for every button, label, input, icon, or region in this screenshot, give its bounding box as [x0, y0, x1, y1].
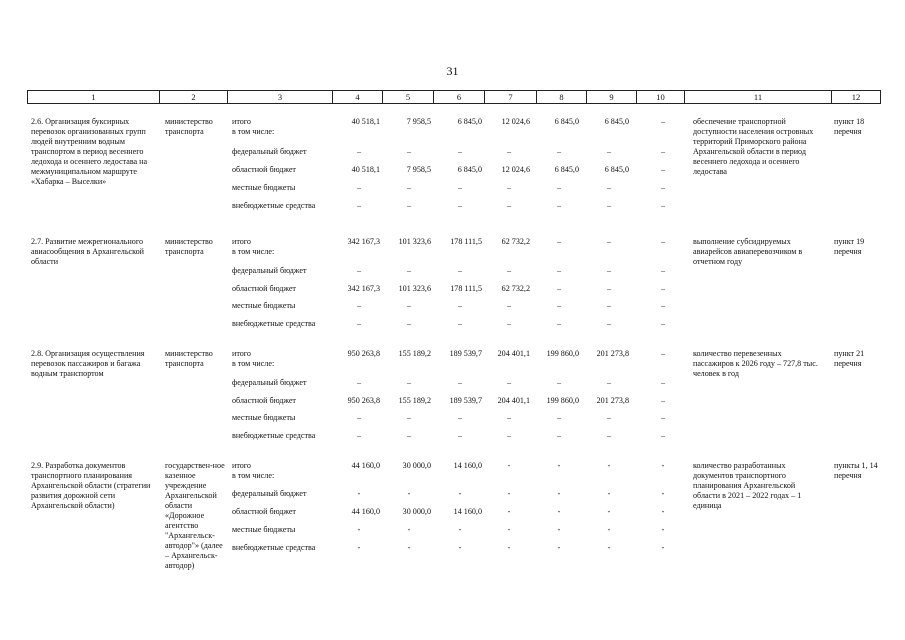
value-cell: – [606, 319, 612, 328]
value-cell: - [607, 543, 611, 552]
row-label-extrabudget: внебюджетные средства [232, 431, 316, 440]
value-cell: - [357, 525, 361, 534]
value-cell: - [607, 507, 611, 516]
value-cell: 342 167,3 [347, 284, 380, 293]
value-cell: - [607, 461, 611, 470]
col-header-10: 10 [637, 91, 685, 104]
value-cell: – [660, 117, 666, 126]
row-label-federal: федеральный бюджет [232, 378, 307, 387]
value-cell: - [557, 507, 561, 516]
value-cell: 44 160,0 [351, 507, 380, 516]
value-cell: – [506, 266, 512, 275]
value-cell: 155 189,2 [398, 349, 431, 358]
expected-result: количество разработанных документов транспортного планирования Архангельской области в 2021 – 2022 годах – 1 единица [693, 461, 802, 510]
value-cell: – [406, 266, 412, 275]
row-label-extrabudget: внебюджетные средства [232, 201, 316, 210]
value-cell: – [660, 147, 666, 156]
value-cell: – [356, 147, 362, 156]
value-cell: - [557, 489, 561, 498]
col-header-8: 8 [537, 91, 587, 104]
col-header-5: 5 [383, 91, 434, 104]
row-label-including: в том числе: [232, 247, 275, 256]
value-cell: – [556, 183, 562, 192]
value-cell: – [457, 413, 463, 422]
value-cell: - [661, 525, 665, 534]
row-label-extrabudget: внебюджетные средства [232, 543, 316, 552]
value-cell: 6 845,0 [604, 117, 629, 126]
row-label-regional: областной бюджет [232, 396, 296, 405]
value-cell: – [606, 431, 612, 440]
value-cell: - [557, 461, 561, 470]
value-cell: - [661, 489, 665, 498]
value-cell: – [556, 378, 562, 387]
value-cell: - [557, 543, 561, 552]
value-cell: – [457, 266, 463, 275]
value-cell: – [556, 319, 562, 328]
value-cell: – [457, 378, 463, 387]
value-cell: - [507, 525, 511, 534]
col-header-12: 12 [832, 91, 881, 104]
col-header-4: 4 [333, 91, 383, 104]
value-cell: – [356, 301, 362, 310]
value-cell: – [556, 284, 562, 293]
value-cell: - [507, 543, 511, 552]
value-cell: – [356, 319, 362, 328]
value-cell: – [606, 301, 612, 310]
col-header-9: 9 [587, 91, 637, 104]
value-cell: – [556, 266, 562, 275]
row-label-total: итого [232, 461, 251, 470]
value-cell: - [607, 525, 611, 534]
activity-name: 2.6. Организация буксирных перевозок организованных групп людей внутренним водным транспортом в период весеннего ледохода и осеннего ледостава на межмуниципальном маршруте «Хабарка – Выселки» [31, 117, 148, 186]
value-cell: - [661, 461, 665, 470]
value-cell: 155 189,2 [398, 396, 431, 405]
value-cell: 14 160,0 [453, 507, 482, 516]
value-cell: – [506, 201, 512, 210]
value-cell: – [660, 237, 666, 246]
list-reference: пункт 18 перечня [834, 117, 865, 136]
value-cell: – [606, 266, 612, 275]
value-cell: – [660, 284, 666, 293]
value-cell: – [356, 413, 362, 422]
value-cell: – [606, 378, 612, 387]
value-cell: – [660, 413, 666, 422]
row-label-total: итого [232, 349, 251, 358]
value-cell: – [406, 301, 412, 310]
value-cell: – [406, 147, 412, 156]
value-cell: - [407, 525, 411, 534]
value-cell: 7 958,5 [406, 165, 431, 174]
value-cell: - [458, 525, 462, 534]
value-cell: – [406, 378, 412, 387]
col-header-11: 11 [685, 91, 832, 104]
value-cell: 199 860,0 [546, 349, 579, 358]
row-label-local: местные бюджеты [232, 525, 296, 534]
value-cell: – [406, 431, 412, 440]
value-cell: 6 845,0 [604, 165, 629, 174]
column-header-row [27, 90, 881, 104]
row-label-local: местные бюджеты [232, 301, 296, 310]
value-cell: 12 024,6 [501, 165, 530, 174]
value-cell: – [356, 201, 362, 210]
expected-result: обеспечение транспортной доступности населения островных территорий Приморского района Архангельской области в период весеннего ледохода и осеннего ледостава [693, 117, 814, 176]
value-cell: 30 000,0 [402, 461, 431, 470]
value-cell: – [506, 183, 512, 192]
list-reference: пункт 19 перечня [834, 237, 865, 256]
activity-name: 2.8. Организация осуществления перевозок пассажиров и багажа водным транспортом [31, 349, 145, 378]
value-cell: – [356, 266, 362, 275]
value-cell: 950 263,8 [347, 349, 380, 358]
value-cell: - [507, 489, 511, 498]
value-cell: – [506, 301, 512, 310]
row-label-local: местные бюджеты [232, 413, 296, 422]
value-cell: – [356, 183, 362, 192]
value-cell: 101 323,6 [398, 284, 431, 293]
responsible-executor: министерство транспорта [165, 237, 213, 256]
value-cell: - [357, 489, 361, 498]
value-cell: – [606, 201, 612, 210]
value-cell: - [407, 489, 411, 498]
row-label-regional: областной бюджет [232, 507, 296, 516]
value-cell: – [356, 378, 362, 387]
row-label-including: в том числе: [232, 471, 275, 480]
value-cell: – [506, 413, 512, 422]
value-cell: – [506, 378, 512, 387]
value-cell: - [458, 543, 462, 552]
row-label-extrabudget: внебюджетные средства [232, 319, 316, 328]
col-header-6: 6 [434, 91, 485, 104]
value-cell: – [606, 284, 612, 293]
value-cell: 101 323,6 [398, 237, 431, 246]
value-cell: 204 401,1 [497, 396, 530, 405]
value-cell: – [660, 396, 666, 405]
activity-name: 2.7. Развитие межрегионального авиасообщения в Архангельской области [31, 237, 145, 266]
value-cell: – [457, 301, 463, 310]
value-cell: – [506, 319, 512, 328]
value-cell: – [556, 147, 562, 156]
value-cell: – [506, 431, 512, 440]
col-header-7: 7 [485, 91, 537, 104]
value-cell: 342 167,3 [347, 237, 380, 246]
row-label-federal: федеральный бюджет [232, 147, 307, 156]
value-cell: - [661, 543, 665, 552]
expected-result: выполнение субсидируемых авиарейсов авиаперевозчиком в отчетном году [693, 237, 803, 266]
col-header-2: 2 [160, 91, 228, 104]
value-cell: – [660, 301, 666, 310]
value-cell: – [406, 201, 412, 210]
row-label-regional: областной бюджет [232, 165, 296, 174]
value-cell: - [357, 543, 361, 552]
row-label-total: итого [232, 117, 251, 126]
value-cell: 6 845,0 [457, 165, 482, 174]
value-cell: 189 539,7 [449, 396, 482, 405]
value-cell: – [660, 431, 666, 440]
value-cell: – [606, 413, 612, 422]
value-cell: – [556, 301, 562, 310]
value-cell: – [606, 237, 612, 246]
value-cell: – [606, 183, 612, 192]
row-label-local: местные бюджеты [232, 183, 296, 192]
value-cell: – [457, 183, 463, 192]
row-label-regional: областной бюджет [232, 284, 296, 293]
activity-name: 2.9. Разработка документов транспортного планирования Архангельской области (стратегии развития дорожной сети Архангельской области) [31, 461, 151, 510]
value-cell: - [507, 507, 511, 516]
value-cell: – [660, 201, 666, 210]
value-cell: 201 273,8 [596, 349, 629, 358]
value-cell: 178 111,5 [450, 237, 482, 246]
value-cell: – [660, 378, 666, 387]
value-cell: – [506, 147, 512, 156]
row-label-federal: федеральный бюджет [232, 489, 307, 498]
value-cell: 12 024,6 [501, 117, 530, 126]
value-cell: 204 401,1 [497, 349, 530, 358]
value-cell: 6 845,0 [554, 117, 579, 126]
value-cell: – [556, 201, 562, 210]
value-cell: – [556, 413, 562, 422]
value-cell: 6 845,0 [554, 165, 579, 174]
value-cell: 950 263,8 [347, 396, 380, 405]
value-cell: 189 539,7 [449, 349, 482, 358]
row-label-federal: федеральный бюджет [232, 266, 307, 275]
page-number: 31 [446, 64, 459, 78]
value-cell: - [458, 489, 462, 498]
value-cell: 201 273,8 [596, 396, 629, 405]
value-cell: - [507, 461, 511, 470]
value-cell: 6 845,0 [457, 117, 482, 126]
value-cell: 7 958,5 [406, 117, 431, 126]
row-label-including: в том числе: [232, 127, 275, 136]
value-cell: 199 860,0 [546, 396, 579, 405]
value-cell: 178 111,5 [450, 284, 482, 293]
value-cell: – [406, 413, 412, 422]
value-cell: 62 732,2 [501, 237, 530, 246]
value-cell: – [660, 266, 666, 275]
expected-result: количество перевезенных пассажиров к 2026 году – 727,8 тыс. человек в год [693, 349, 818, 378]
row-label-including: в том числе: [232, 359, 275, 368]
value-cell: 44 160,0 [351, 461, 380, 470]
value-cell: 40 518,1 [351, 165, 380, 174]
col-header-3: 3 [228, 91, 333, 104]
value-cell: – [606, 147, 612, 156]
value-cell: – [457, 431, 463, 440]
value-cell: - [557, 525, 561, 534]
value-cell: 40 518,1 [351, 117, 380, 126]
value-cell: - [607, 489, 611, 498]
list-reference: пункты 1, 14 перечня [834, 461, 878, 480]
responsible-executor: государствен-ное казенное учреждение Архангельской области «Дорожное агентство "Архангельск-автодор"» (далее – Архангельск-автодор) [165, 461, 225, 570]
value-cell: 62 732,2 [501, 284, 530, 293]
value-cell: – [556, 431, 562, 440]
value-cell: - [407, 543, 411, 552]
value-cell: – [356, 431, 362, 440]
value-cell: 14 160,0 [453, 461, 482, 470]
value-cell: – [457, 319, 463, 328]
value-cell: – [660, 165, 666, 174]
responsible-executor: министерство транспорта [165, 117, 213, 136]
value-cell: – [660, 183, 666, 192]
row-label-total: итого [232, 237, 251, 246]
value-cell: – [660, 349, 666, 358]
value-cell: – [457, 147, 463, 156]
col-header-1: 1 [28, 91, 160, 104]
value-cell: – [660, 319, 666, 328]
value-cell: - [661, 507, 665, 516]
list-reference: пункт 21 перечня [834, 349, 865, 368]
responsible-executor: министерство транспорта [165, 349, 213, 368]
value-cell: 30 000,0 [402, 507, 431, 516]
value-cell: – [406, 319, 412, 328]
value-cell: – [556, 237, 562, 246]
value-cell: – [457, 201, 463, 210]
value-cell: – [406, 183, 412, 192]
